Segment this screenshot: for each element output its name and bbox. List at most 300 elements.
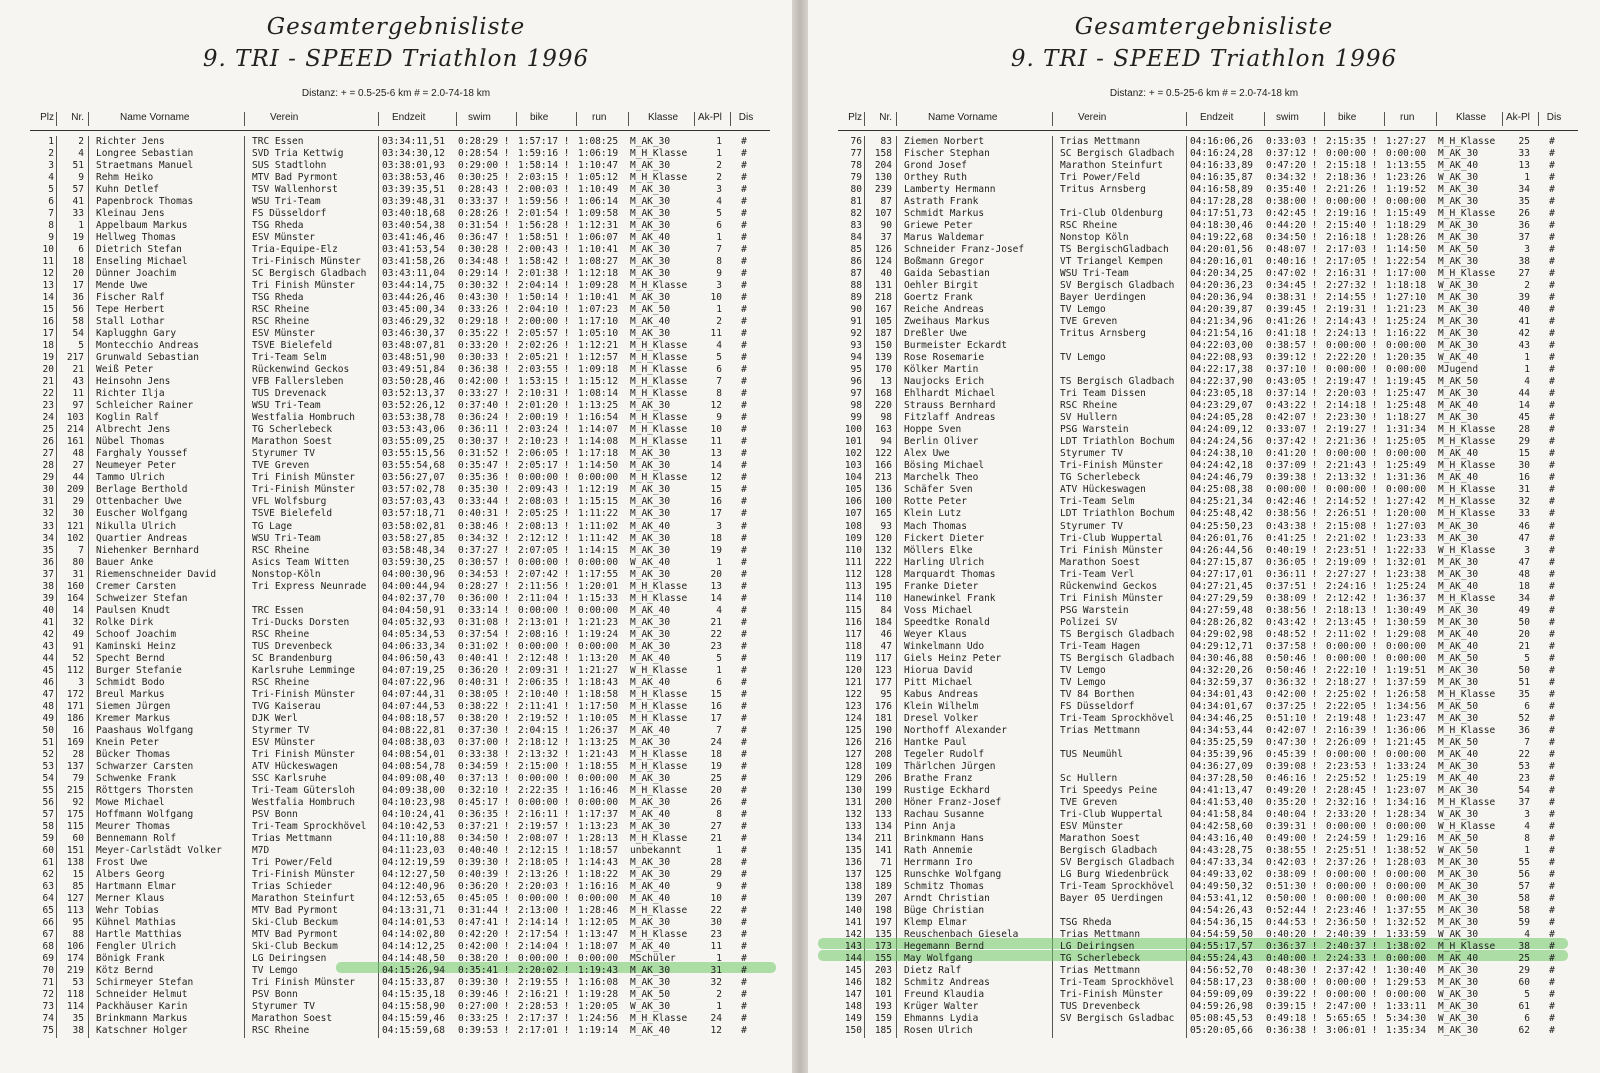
- cell-endzeit: 04:22:17,38: [1190, 364, 1253, 376]
- cell-platz: 114: [844, 592, 862, 604]
- cell-startnummer: 150: [874, 340, 892, 352]
- cell-startnummer: 40: [880, 268, 892, 280]
- cell-platz: 123: [844, 700, 862, 712]
- cell-run: 1:34:16: [1386, 796, 1427, 808]
- cell-bike: 2:05:25 !: [518, 508, 570, 520]
- cell-distanz: #: [741, 580, 747, 592]
- cell-platz: 10: [42, 244, 54, 256]
- cell-ak-platz: 5: [1524, 652, 1530, 664]
- cell-verein: Styrumer TV: [252, 448, 315, 460]
- cell-startnummer: 106: [66, 941, 84, 953]
- cell-endzeit: 04:32:20,26: [1190, 664, 1253, 676]
- cell-platz: 146: [844, 977, 862, 989]
- cell-startnummer: 44: [72, 472, 84, 484]
- table-row: [30, 292, 770, 304]
- cell-verein: Asics Team Witten: [252, 556, 350, 568]
- cell-bike: 0:00:00 !: [1326, 820, 1378, 832]
- cell-swim: 0:37:58 !: [1266, 640, 1318, 652]
- cell-swim: 0:45:39 !: [1266, 748, 1318, 760]
- cell-swim: 0:37:00 !: [458, 736, 510, 748]
- cell-name: Specht Bernd: [96, 652, 165, 664]
- cell-swim: 0:44:53 !: [1266, 917, 1318, 929]
- cell-endzeit: 04:24:24,56: [1190, 436, 1253, 448]
- cell-distanz: #: [741, 760, 747, 772]
- cell-verein: Tri Express Neunrade: [252, 580, 367, 592]
- cell-startnummer: 51: [72, 160, 84, 172]
- cell-bike: 2:22:05 !: [1326, 700, 1378, 712]
- cell-startnummer: 197: [874, 917, 892, 929]
- cell-name: Paulsen Knudt: [96, 604, 171, 616]
- cell-startnummer: 123: [874, 664, 892, 676]
- cell-verein: TV Lemgo: [1060, 664, 1106, 676]
- cell-distanz: #: [1549, 604, 1555, 616]
- cell-distanz: #: [741, 292, 747, 304]
- cell-endzeit: 04:34:01,67: [1190, 700, 1253, 712]
- cell-ak-platz: 17: [710, 508, 722, 520]
- cell-distanz: #: [1549, 796, 1555, 808]
- cell-distanz: #: [1549, 148, 1555, 160]
- cell-ak-platz: 7: [1524, 736, 1530, 748]
- cell-bike: 2:19:27 !: [1326, 424, 1378, 436]
- cell-endzeit: 04:25:08,38: [1190, 484, 1253, 496]
- cell-run: 0:00:00: [1386, 484, 1427, 496]
- cell-verein: Marathon Steinfurt: [1060, 160, 1163, 172]
- cell-swim: 0:36:47 !: [458, 232, 510, 244]
- cell-startnummer: 107: [874, 208, 892, 220]
- cell-startnummer: 206: [874, 772, 892, 784]
- cell-distanz: #: [741, 268, 747, 280]
- cell-run: 1:28:34: [1386, 808, 1427, 820]
- cell-swim: 0:48:07 !: [1266, 244, 1318, 256]
- cell-run: 0:00:00: [578, 953, 619, 965]
- cell-endzeit: 03:55:54,68: [382, 460, 445, 472]
- cell-klasse: M_AK_40: [1438, 640, 1479, 652]
- cell-run: 1:15:12: [578, 376, 619, 388]
- cell-name: Frost Uwe: [96, 856, 148, 868]
- cell-distanz: #: [741, 364, 747, 376]
- table-row: [838, 569, 1578, 581]
- cell-run: 1:23:26: [1386, 172, 1427, 184]
- cell-ak-platz: 13: [710, 448, 722, 460]
- cell-distanz: #: [1549, 352, 1555, 364]
- cell-swim: 0:43:42 !: [1266, 616, 1318, 628]
- cell-run: 1:21:27: [578, 664, 619, 676]
- cell-bike: 2:13:45 !: [1326, 616, 1378, 628]
- cell-platz: 55: [42, 784, 54, 796]
- cell-platz: 116: [844, 616, 862, 628]
- cell-startnummer: 16: [72, 724, 84, 736]
- cell-distanz: #: [1549, 388, 1555, 400]
- cell-swim: 0:37:25 !: [1266, 700, 1318, 712]
- cell-startnummer: 58: [72, 316, 84, 328]
- cell-endzeit: 04:18:30,46: [1190, 220, 1253, 232]
- cell-bike: 2:03:24 !: [518, 424, 570, 436]
- cell-klasse: M_AK_30: [1438, 712, 1479, 724]
- cell-run: 1:09:18: [578, 364, 619, 376]
- cell-run: 0:00:00: [578, 556, 619, 568]
- cell-bike: 2:19:52 !: [518, 712, 570, 724]
- cell-endzeit: 04:47:33,34: [1190, 856, 1253, 868]
- page-fold: [792, 0, 808, 1073]
- table-row: [838, 424, 1578, 436]
- cell-klasse: M_AK_30: [630, 868, 671, 880]
- cell-run: 1:12:05: [578, 917, 619, 929]
- cell-swim: 0:33:14 !: [458, 604, 510, 616]
- cell-platz: 130: [844, 784, 862, 796]
- cell-distanz: #: [741, 772, 747, 784]
- table-row: [838, 617, 1578, 629]
- cell-verein: Tri-Team Selm: [252, 352, 327, 364]
- table-row: [30, 316, 770, 328]
- cell-swim: 0:40:16 !: [1266, 256, 1318, 268]
- cell-run: 1:20:05: [578, 1001, 619, 1013]
- cell-endzeit: 04:15:26,94: [382, 965, 445, 977]
- table-row: [30, 773, 770, 785]
- cell-startnummer: 115: [66, 820, 84, 832]
- cell-verein: WSU Tri-Team: [252, 400, 321, 412]
- cell-swim: 0:38:00 !: [1266, 977, 1318, 989]
- results-rows-right: [838, 136, 1578, 1037]
- cell-startnummer: 113: [66, 905, 84, 916]
- cell-platz: 42: [42, 628, 54, 640]
- cell-klasse: M_AK_30: [630, 244, 671, 256]
- cell-klasse: M_H_Klasse: [630, 412, 688, 424]
- cell-platz: 118: [844, 640, 862, 652]
- cell-distanz: #: [1549, 232, 1555, 244]
- cell-distanz: #: [1549, 412, 1555, 424]
- cell-ak-platz: 3: [716, 520, 722, 532]
- cell-klasse: M_AK_30: [1438, 868, 1479, 880]
- cell-name: Longree Sebastian: [96, 148, 194, 160]
- cell-klasse: M_H_Klasse: [630, 352, 688, 364]
- cell-name: Ottenbacher Uwe: [96, 496, 182, 508]
- table-header: [838, 110, 1578, 128]
- cell-klasse: M_AK_30: [1438, 568, 1479, 580]
- cell-platz: 24: [42, 412, 54, 424]
- cell-verein: SV Bergisch Gsladbac: [1060, 1013, 1175, 1025]
- cell-swim: 0:42:20 !: [458, 929, 510, 941]
- cell-klasse: M_H_Klasse: [630, 364, 688, 376]
- cell-swim: 0:40:31 !: [458, 676, 510, 688]
- cell-verein: ESV Münster: [1060, 820, 1123, 832]
- cell-klasse: M_AK_30: [1438, 148, 1479, 160]
- cell-swim: 0:41:26 !: [1266, 316, 1318, 328]
- cell-swim: 0:42:46 !: [1266, 496, 1318, 508]
- cell-swim: 0:38:09 !: [1266, 868, 1318, 880]
- cell-startnummer: 46: [880, 628, 892, 640]
- cell-distanz: #: [1549, 760, 1555, 772]
- cell-run: 1:38:52: [1386, 844, 1427, 856]
- cell-klasse: M_H_Klasse: [630, 712, 688, 724]
- cell-klasse: M_AK_30: [630, 628, 671, 640]
- cell-startnummer: 54: [72, 328, 84, 340]
- cell-klasse: M_AK_30: [1438, 532, 1479, 544]
- cell-name: Thärlchen Jürgen: [904, 760, 996, 772]
- cell-distanz: #: [741, 412, 747, 424]
- cell-endzeit: 04:58:17,23: [1190, 977, 1253, 989]
- cell-swim: 0:33:26 !: [458, 304, 510, 316]
- cell-run: 1:18:57: [578, 844, 619, 856]
- table-row: [838, 1001, 1578, 1013]
- cell-verein: TSV Wallenhorst: [252, 184, 338, 196]
- cell-bike: 0:00:00 !: [1326, 340, 1378, 352]
- cell-bike: 0:00:00 !: [1326, 364, 1378, 376]
- cell-verein: VFL Wolfsburg: [252, 496, 327, 508]
- cell-swim: 0:29:00 !: [458, 160, 510, 172]
- cell-endzeit: 03:45:00,34: [382, 304, 445, 316]
- cell-name: Ziemen Norbert: [904, 136, 985, 147]
- cell-name: Schmitz Andreas: [904, 977, 990, 989]
- cell-platz: 48: [42, 700, 54, 712]
- cell-run: 1:15:15: [578, 496, 619, 508]
- table-row: [30, 953, 770, 965]
- cell-ak-platz: 34: [1518, 592, 1530, 604]
- cell-name: Marquardt Thomas: [904, 568, 996, 580]
- cell-name: Klein Lutz: [904, 508, 962, 520]
- cell-bike: 2:11:04 !: [518, 592, 570, 604]
- cell-run: 1:19:45: [1386, 376, 1427, 388]
- cell-bike: 2:17:01 !: [518, 1025, 570, 1037]
- cell-swim: 0:39:30 !: [458, 977, 510, 989]
- cell-swim: 0:30:32 !: [458, 280, 510, 292]
- cell-distanz: #: [1549, 340, 1555, 352]
- cell-distanz: #: [741, 184, 747, 196]
- cell-name: Hoffmann Wolfgang: [96, 808, 194, 820]
- cell-verein: ESV Münster: [252, 328, 315, 340]
- cell-endzeit: 04:55:24,43: [1190, 953, 1253, 965]
- cell-verein: PSV Bonn: [252, 989, 298, 1001]
- cell-startnummer: 220: [874, 400, 892, 412]
- cell-startnummer: 7: [78, 544, 84, 556]
- cell-platz: 50: [42, 724, 54, 736]
- cell-startnummer: 98: [880, 412, 892, 424]
- cell-swim: 0:37:42 !: [1266, 436, 1318, 448]
- cell-swim: 0:38:31 !: [1266, 292, 1318, 304]
- cell-run: 0:00:00: [578, 892, 619, 904]
- cell-verein: RSC Rheine: [252, 628, 310, 640]
- cell-platz: 18: [42, 340, 54, 352]
- table-row: [838, 352, 1578, 364]
- cell-name: Hartle Matthias: [96, 929, 182, 941]
- cell-bike: 2:00:43 !: [518, 244, 570, 256]
- cell-swim: 0:40:04 !: [1266, 808, 1318, 820]
- cell-ak-platz: 19: [710, 760, 722, 772]
- cell-endzeit: 04:41:53,40: [1190, 796, 1253, 808]
- cell-bike: 2:26:51 !: [1326, 508, 1378, 520]
- table-row: [838, 773, 1578, 785]
- cell-startnummer: 56: [72, 304, 84, 316]
- cell-bike: 2:12:15 !: [518, 844, 570, 856]
- cell-platz: 68: [42, 941, 54, 953]
- cell-swim: 0:42:03 !: [1266, 856, 1318, 868]
- cell-ak-platz: 7: [716, 376, 722, 388]
- cell-endzeit: 04:53:41,12: [1190, 892, 1253, 904]
- cell-name: Franke Dieter: [904, 580, 979, 592]
- cell-bike: 0:00:00 !: [1326, 640, 1378, 652]
- cell-name: Wehr Tobias: [96, 905, 159, 916]
- cell-run: 1:34:56: [1386, 700, 1427, 712]
- cell-swim: 0:34:48 !: [458, 256, 510, 268]
- cell-swim: 0:28:29 !: [458, 136, 510, 147]
- cell-ak-platz: 40: [1518, 304, 1530, 316]
- cell-ak-platz: 58: [1518, 905, 1530, 916]
- cell-swim: 0:47:02 !: [1266, 268, 1318, 280]
- cell-bike: 0:00:00 !: [518, 556, 570, 568]
- cell-verein: TUS Drevenack: [252, 388, 327, 400]
- cell-run: 1:08:14: [578, 388, 619, 400]
- table-row: [30, 184, 770, 196]
- table-row: [838, 977, 1578, 989]
- cell-verein: ESV Münster: [252, 232, 315, 244]
- cell-startnummer: 84: [880, 604, 892, 616]
- cell-startnummer: 102: [66, 532, 84, 544]
- cell-endzeit: 04:04:50,91: [382, 604, 445, 616]
- cell-run: 1:31:34: [1386, 424, 1427, 436]
- cell-run: 1:28:46: [578, 905, 619, 916]
- cell-platz: 67: [42, 929, 54, 941]
- cell-platz: 131: [844, 796, 862, 808]
- header-dis: Dis: [738, 112, 754, 123]
- cell-endzeit: 04:16:33,89: [1190, 160, 1253, 172]
- results-page-right: [808, 0, 1600, 1073]
- table-row: [30, 677, 770, 689]
- cell-run: 1:24:56: [578, 1013, 619, 1025]
- cell-ak-platz: 1: [716, 664, 722, 676]
- cell-name: Albers Georg: [96, 868, 165, 880]
- cell-klasse: M_AK_30: [1438, 977, 1479, 989]
- table-row: [30, 749, 770, 761]
- cell-platz: 22: [42, 388, 54, 400]
- cell-verein: Ski-Club Beckum: [252, 917, 338, 929]
- table-row: [30, 268, 770, 280]
- cell-distanz: #: [741, 784, 747, 796]
- cell-endzeit: 04:35:25,59: [1190, 736, 1253, 748]
- cell-run: 1:21:45: [1386, 736, 1427, 748]
- cell-klasse: M_H_Klasse: [1438, 460, 1496, 472]
- cell-run: 1:14:15: [578, 544, 619, 556]
- cell-klasse: M_H_Klasse: [630, 376, 688, 388]
- cell-distanz: #: [741, 880, 747, 892]
- cell-bike: 2:19:57 !: [518, 820, 570, 832]
- cell-bike: 2:01:38 !: [518, 268, 570, 280]
- cell-bike: 2:15:18 !: [1326, 160, 1378, 172]
- cell-distanz: #: [741, 136, 747, 147]
- cell-run: 1:20:35: [1386, 352, 1427, 364]
- cell-ak-platz: 3: [716, 184, 722, 196]
- cell-bike: 0:00:00 !: [1326, 448, 1378, 460]
- cell-startnummer: 168: [874, 388, 892, 400]
- cell-endzeit: 04:27:59,48: [1190, 604, 1253, 616]
- cell-swim: 0:29:14 !: [458, 268, 510, 280]
- header-endzeit: Endzeit: [392, 112, 426, 123]
- cell-bike: 0:00:00 !: [1326, 748, 1378, 760]
- cell-bike: 2:27:27 !: [1326, 568, 1378, 580]
- cell-startnummer: 208: [874, 748, 892, 760]
- cell-name: Astrath Frank: [904, 196, 979, 208]
- cell-bike: 2:40:37 !: [1326, 941, 1378, 953]
- cell-name: Rustige Eckhard: [904, 784, 990, 796]
- cell-klasse: M_AK_30: [630, 568, 671, 580]
- cell-verein: Bayer 05 Uerdingen: [1060, 892, 1163, 904]
- cell-startnummer: 112: [66, 664, 84, 676]
- cell-bike: 2:13:01 !: [518, 616, 570, 628]
- cell-run: 1:23:33: [1386, 532, 1427, 544]
- cell-bike: 2:28:53 !: [518, 1001, 570, 1013]
- cell-distanz: #: [1549, 376, 1555, 388]
- cell-endzeit: 04:10:24,41: [382, 808, 445, 820]
- cell-run: 1:08:25: [578, 136, 619, 147]
- cell-ak-platz: 27: [710, 820, 722, 832]
- cell-swim: 0:31:02 !: [458, 640, 510, 652]
- cell-name: Winkelmann Udo: [904, 640, 985, 652]
- cell-verein: TS BergischGladbach: [1060, 244, 1169, 256]
- cell-platz: 65: [42, 905, 54, 916]
- cell-startnummer: 60: [72, 832, 84, 844]
- table-row: [838, 232, 1578, 244]
- cell-platz: 132: [844, 808, 862, 820]
- cell-swim: 0:40:40 !: [458, 844, 510, 856]
- cell-klasse: M_AK_30: [1438, 1001, 1479, 1013]
- cell-run: 1:18:29: [1386, 220, 1427, 232]
- cell-endzeit: 04:23:29,07: [1190, 400, 1253, 412]
- cell-name: Kabus Andreas: [904, 688, 979, 700]
- cell-platz: 53: [42, 760, 54, 772]
- cell-run: 1:18:18: [1386, 280, 1427, 292]
- cell-bike: 1:59:16 !: [518, 148, 570, 160]
- cell-run: 1:13:25: [578, 400, 619, 412]
- cell-bike: 2:04:10 !: [518, 304, 570, 316]
- cell-swim: 0:38:09 !: [1266, 592, 1318, 604]
- cell-verein: TG Lage: [252, 520, 293, 532]
- cell-ak-platz: 24: [710, 1013, 722, 1025]
- cell-swim: 0:30:57 !: [458, 556, 510, 568]
- cell-verein: Styrumer TV: [1060, 448, 1123, 460]
- cell-startnummer: 20: [72, 268, 84, 280]
- cell-name: Tegeler Rudolf: [904, 748, 985, 760]
- cell-distanz: #: [741, 544, 747, 556]
- cell-name: Richter Jens: [96, 136, 165, 147]
- header-bike: bike: [530, 112, 549, 123]
- cell-platz: 61: [42, 856, 54, 868]
- cell-name: Paashaus Wolfgang: [96, 724, 194, 736]
- cell-verein: SSC Karlsruhe: [252, 772, 327, 784]
- cell-swim: 0:37:54 !: [458, 628, 510, 640]
- cell-ak-platz: 1: [716, 148, 722, 160]
- cell-verein: Tri-Team Sprockhövel: [1060, 712, 1175, 724]
- cell-startnummer: 122: [874, 448, 892, 460]
- cell-verein: TVG Kaiserau: [252, 700, 321, 712]
- cell-run: 1:38:02: [1386, 941, 1427, 953]
- cell-ak-platz: 3: [1524, 808, 1530, 820]
- cell-verein: Tri-Team Sprockhövel: [252, 820, 367, 832]
- cell-distanz: #: [1549, 892, 1555, 904]
- cell-distanz: #: [1549, 652, 1555, 664]
- cell-swim: 0:38:20 !: [458, 953, 510, 965]
- cell-klasse: M_AK_30: [630, 917, 671, 929]
- cell-platz: 34: [42, 532, 54, 544]
- table-row: [838, 749, 1578, 761]
- cell-klasse: M_AK_30: [630, 460, 671, 472]
- cell-klasse: M_AK_30: [1438, 664, 1479, 676]
- cell-platz: 101: [844, 436, 862, 448]
- cell-klasse: M_AK_40: [1438, 448, 1479, 460]
- cell-endzeit: 04:08:54,01: [382, 748, 445, 760]
- cell-bike: 2:13:00 !: [518, 905, 570, 916]
- cell-name: Schneider Franz-Josef: [904, 244, 1025, 256]
- cell-run: 1:25:24: [1386, 316, 1427, 328]
- cell-bike: 2:17:37 !: [518, 1013, 570, 1025]
- cell-name: Schoof Joachim: [96, 628, 177, 640]
